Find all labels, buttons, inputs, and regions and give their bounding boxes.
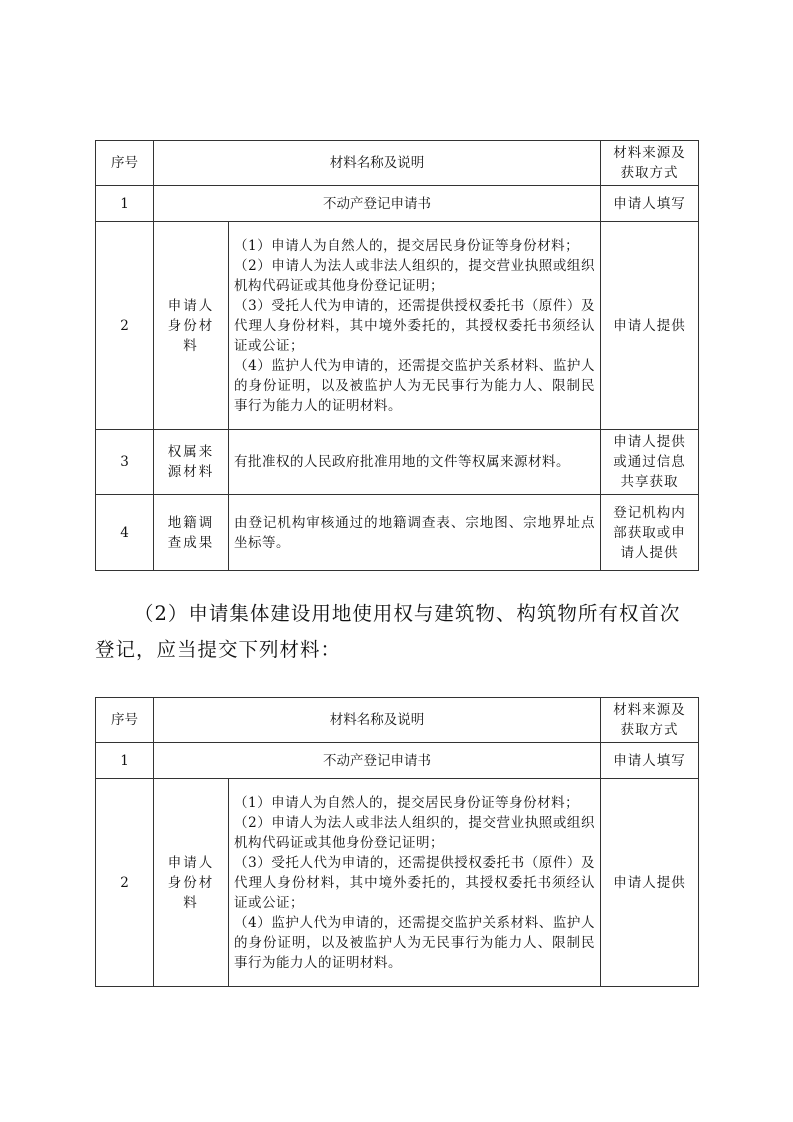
row-source: 申请人提供 <box>601 222 699 430</box>
header-source: 材料来源及 获取方式 <box>601 141 699 186</box>
row-source: 申请人提供 <box>601 779 699 987</box>
header-source: 材料来源及 获取方式 <box>601 698 699 743</box>
row-name: 地籍调 查成果 <box>154 495 229 571</box>
row-desc <box>229 222 601 430</box>
row-no: 2 <box>96 779 154 987</box>
table-row <box>96 779 699 987</box>
table-header-row <box>96 698 699 743</box>
row-name: 申请人 身份材 料 <box>154 222 229 430</box>
desc-item: （3）受托人代为申请的，还需提供授权委托书（原件）及代理人身份材料，其中境外委托的，其授权委托书须经认证或公证； <box>234 854 595 911</box>
row-source: 申请人填写 <box>601 186 699 222</box>
row-no: 1 <box>96 743 154 779</box>
header-no: 序号 <box>96 141 154 186</box>
desc-item: （4）监护人代为申请的，还需提交监护关系材料、监护人的身份证明，以及被监护人为无民事行为能力人、限制民事行为能力人的证明材料。 <box>234 357 595 414</box>
section-paragraph: （2）申请集体建设用地使用权与建筑物、构筑物所有权首次登记，应当提交下列材料： <box>95 602 681 661</box>
row-name: 权属来 源材料 <box>154 430 229 495</box>
desc-item: （3）受托人代为申请的，还需提供授权委托书（原件）及代理人身份材料，其中境外委托的，其授权委托书须经认证或公证； <box>234 297 595 354</box>
table-row <box>96 186 699 222</box>
desc-item: （2）申请人为法人或非法人组织的，提交营业执照或组织机构代码证或其他身份登记证明； <box>234 257 595 294</box>
materials-table-1 <box>95 140 699 571</box>
row-source: 登记机构内 部获取或申 请人提供 <box>601 495 699 571</box>
header-desc: 材料名称及说明 <box>154 141 601 186</box>
table-row <box>96 430 699 495</box>
row-desc: 不动产登记申请书 <box>154 186 601 222</box>
row-desc <box>229 779 601 987</box>
header-no: 序号 <box>96 698 154 743</box>
materials-table-2 <box>95 697 699 987</box>
row-desc: 不动产登记申请书 <box>154 743 601 779</box>
row-no: 1 <box>96 186 154 222</box>
row-no: 2 <box>96 222 154 430</box>
table-row <box>96 743 699 779</box>
row-desc: 由登记机构审核通过的地籍调查表、宗地图、宗地界址点坐标等。 <box>229 495 601 571</box>
desc-item: （2）申请人为法人或非法人组织的，提交营业执照或组织机构代码证或其他身份登记证明； <box>234 814 595 851</box>
row-no: 4 <box>96 495 154 571</box>
row-no: 3 <box>96 430 154 495</box>
table-row <box>96 495 699 571</box>
row-desc: 有批准权的人民政府批准用地的文件等权属来源材料。 <box>229 430 601 495</box>
desc-item: （4）监护人代为申请的，还需提交监护关系材料、监护人的身份证明，以及被监护人为无民事行为能力人、限制民事行为能力人的证明材料。 <box>234 914 595 971</box>
row-source: 申请人填写 <box>601 743 699 779</box>
table-row <box>96 222 699 430</box>
row-name: 申请人 身份材 料 <box>154 779 229 987</box>
desc-item: （1）申请人为自然人的，提交居民身份证等身份材料； <box>234 794 580 811</box>
header-desc: 材料名称及说明 <box>154 698 601 743</box>
row-source: 申请人提供 或通过信息 共享获取 <box>601 430 699 495</box>
table-header-row <box>96 141 699 186</box>
desc-item: （1）申请人为自然人的，提交居民身份证等身份材料； <box>234 237 580 254</box>
